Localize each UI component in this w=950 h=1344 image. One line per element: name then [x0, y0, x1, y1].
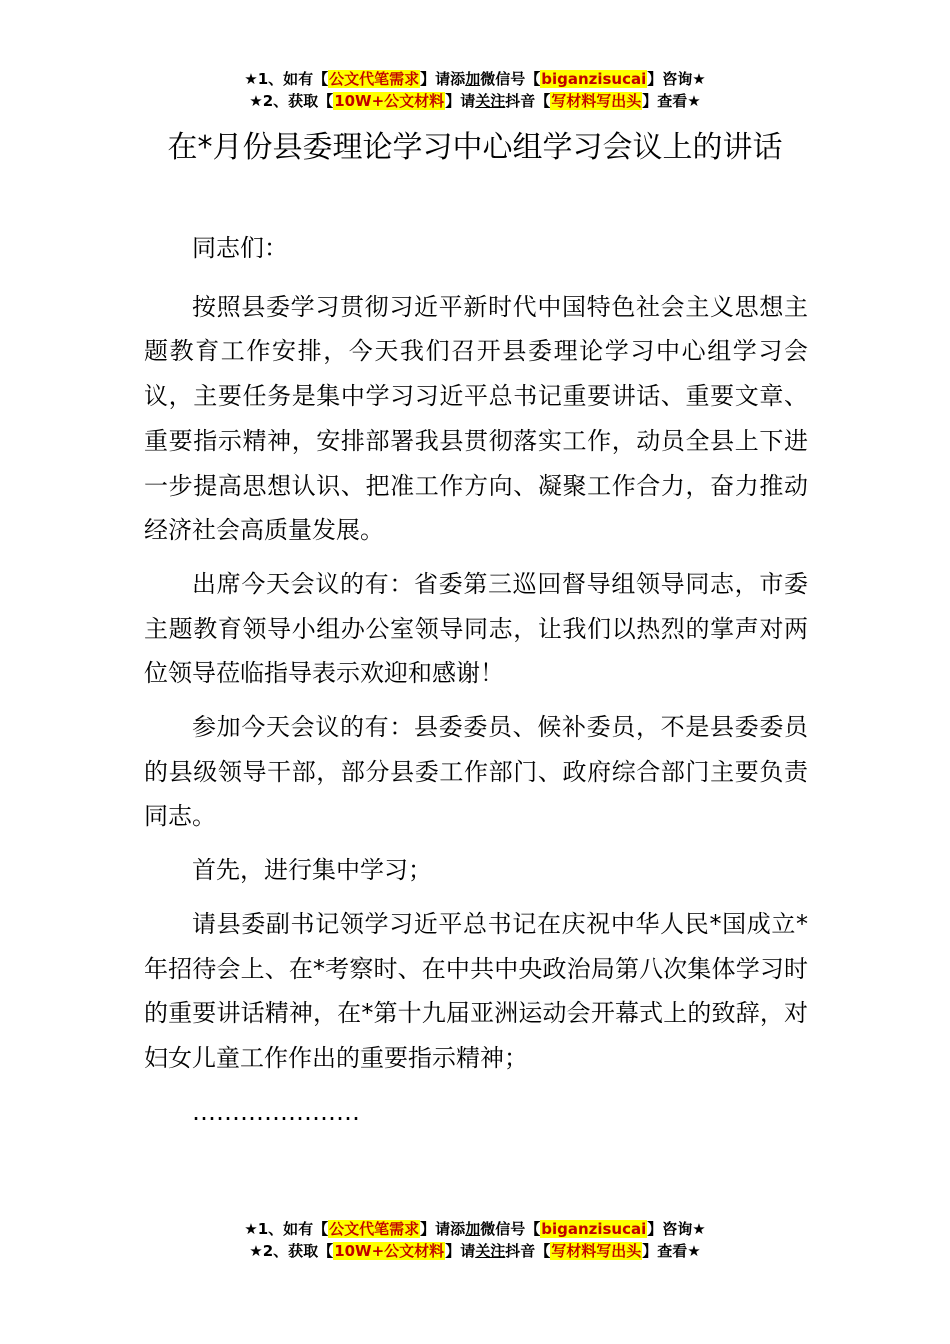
salutation: 同志们：	[192, 234, 288, 262]
banner-text: 】咨询★	[647, 1220, 706, 1238]
ellipsis-line: …………………	[192, 1097, 360, 1126]
paragraph: 参加今天会议的有：县委委员、候补委员，不是县委委员的县级领导干部，部分县委工作部门、政府综合部门主要负责同志。	[144, 713, 808, 831]
banner-text: 】请添	[420, 70, 466, 88]
banner-text: 抖音【	[505, 92, 551, 110]
banner-text: 抖音【	[505, 1242, 551, 1260]
banner-line-1	[0, 1218, 950, 1240]
banner-text: 】请添	[420, 1220, 466, 1238]
banner-text: ★2、获取【	[249, 92, 334, 110]
banner-line-1	[0, 68, 950, 90]
paragraph: 首先，进行集中学习；	[192, 856, 432, 885]
top-banner	[0, 68, 950, 112]
banner-underline: 加	[465, 70, 481, 88]
document-body	[144, 226, 808, 1143]
banner-highlight: biganzisucai	[541, 1220, 647, 1238]
banner-underline: 关注	[475, 92, 506, 110]
banner-text: 】查看★	[642, 92, 701, 110]
banner-text: 】咨询★	[647, 70, 706, 88]
banner-underline: 关注	[475, 1242, 506, 1260]
paragraph: 按照县委学习贯彻习近平新时代中国特色社会主义思想主题教育工作安排，今天我们召开县委理论学习中心组学习会议，主要任务是集中学习习近平总书记重要讲话、重要文章、重要指示精神，安排部署我县贯彻落实工作，动员全县上下进一步提高思想认识、把准工作方向、凝聚工作合力，奋力推动经济社会高质量发展。	[144, 292, 808, 545]
banner-highlight: biganzisucai	[541, 70, 647, 88]
banner-text: ★1、如有【	[244, 70, 329, 88]
paragraph: 出席今天会议的有：省委第三巡回督导组领导同志，市委主题教育领导小组办公室领导同志，让我们以热烈的掌声对两位领导莅临指导表示欢迎和感谢！	[144, 569, 808, 688]
banner-text: 】请	[445, 1242, 476, 1260]
banner-text: 微信号【	[480, 70, 541, 88]
banner-text: ★1、如有【	[244, 1220, 329, 1238]
banner-line-2	[0, 1240, 950, 1262]
banner-text: 微信号【	[480, 1220, 541, 1238]
banner-underline: 加	[465, 1220, 481, 1238]
banner-line-2	[0, 90, 950, 112]
banner-highlight: 写材料写出头	[551, 92, 642, 110]
bottom-banner	[0, 1218, 950, 1262]
banner-highlight: 写材料写出头	[551, 1242, 642, 1260]
banner-text: 】查看★	[642, 1242, 701, 1260]
banner-highlight: 10W+公文材料	[334, 1242, 445, 1260]
banner-highlight: 公文代笔需求	[329, 1220, 420, 1238]
document-title: 在*月份县委理论学习中心组学习会议上的讲话	[167, 130, 783, 165]
paragraph: 请县委副书记领学习近平总书记在庆祝中华人民*国成立*年招待会上、在*考察时、在中共中央政治局第八次集体学习时的重要讲话精神，在*第十九届亚洲运动会开幕式上的致辞，对妇女儿童工作作出的重要指示精神；	[144, 909, 808, 1072]
banner-highlight: 10W+公文材料	[334, 92, 445, 110]
banner-text: ★2、获取【	[249, 1242, 334, 1260]
banner-text: 】请	[445, 92, 476, 110]
banner-highlight: 公文代笔需求	[329, 70, 420, 88]
